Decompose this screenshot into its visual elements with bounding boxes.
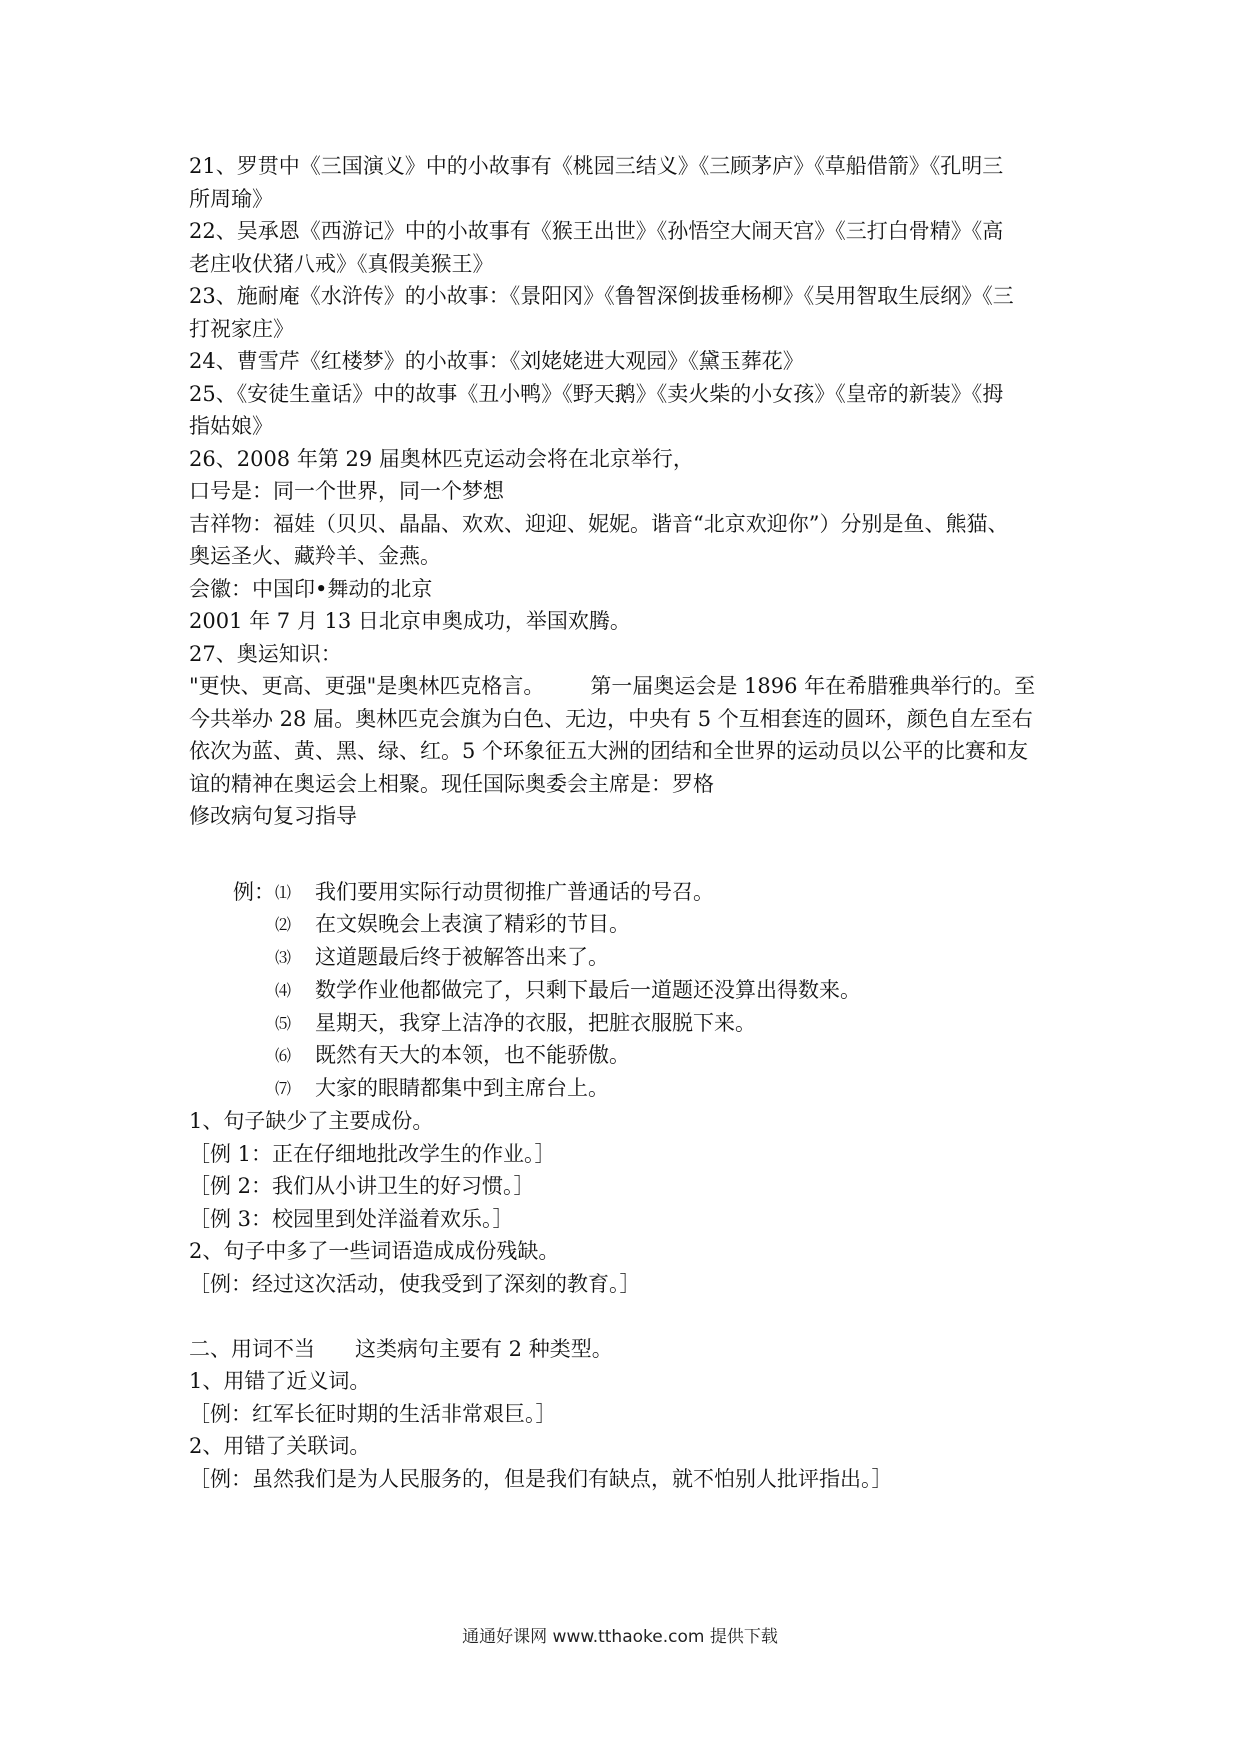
example-number: ⑴ — [275, 882, 292, 902]
item-25-line-1: 25、《安徒生童话》中的故事《丑小鸭》《野天鹅》《卖火柴的小女孩》《皇帝的新装》《拇 — [189, 381, 1004, 406]
section-1-example-2: ［例 2：我们从小讲卫生的好习惯。］ — [189, 1174, 535, 1199]
part-2-section-1-example: ［例：红军长征时期的生活非常艰巨。］ — [189, 1401, 557, 1426]
example-text: 大家的眼睛都集中到主席台上。 — [315, 1076, 609, 1101]
item-21-line-2: 所周瑜》 — [189, 186, 273, 211]
part-2-section-1-title: 1、用错了近义词。 — [189, 1369, 371, 1394]
example-prefix: 例： — [233, 879, 275, 904]
example-number: ⑵ — [275, 915, 292, 935]
item-21-line-1: 21、罗贯中《三国演义》中的小故事有《桃园三结义》《三顾茅庐》《草船借箭》《孔明三 — [189, 154, 1004, 178]
example-item — [233, 876, 1069, 909]
part-2-section-2-title: 2、用错了关联词。 — [189, 1434, 371, 1459]
olympic-motto: "更快、更高、更强"是奥林匹克格言。 — [189, 674, 545, 698]
item-26-mascot-line-1: 吉祥物：福娃（贝贝、晶晶、欢欢、迎迎、妮妮。谐音“北京欢迎你”）分别是鱼、熊猫、 — [189, 511, 1009, 536]
item-27-line-1 — [189, 670, 1069, 703]
example-text: 星期天，我穿上洁净的衣服，把脏衣服脱下来。 — [315, 1010, 756, 1035]
item-23-line-1: 23、施耐庵《水浒传》的小故事：《景阳冈》《鲁智深倒拔垂杨柳》《吴用智取生辰纲》《三 — [189, 284, 1014, 308]
example-text: 既然有天大的本领，也不能骄傲。 — [315, 1043, 630, 1068]
page-footer: 通通好课网 www.tthaoke.com 提供下载 — [462, 1627, 778, 1647]
example-item — [233, 1072, 1069, 1105]
example-number: ⑺ — [275, 1079, 292, 1099]
item-23-line-2: 打祝家庄》 — [189, 316, 294, 341]
example-number: ⑸ — [275, 1013, 292, 1033]
example-list — [233, 876, 1069, 1106]
example-text: 这道题最后终于被解答出来了。 — [315, 945, 609, 970]
example-number: ⑷ — [275, 980, 292, 1000]
item-26-line-1: 26、2008 年第 29 届奥林匹克运动会将在北京举行， — [189, 446, 694, 471]
example-item — [233, 974, 1069, 1007]
section-2-title: 2、句子中多了一些词语造成成份残缺。 — [189, 1239, 560, 1264]
item-27-line-2: 今共举办 28 届。奥林匹克会旗为白色、无边，中央有 5 个互相套连的圆环，颜色自左至右 — [189, 706, 1033, 731]
item-26-emblem: 会徽：中国印•舞动的北京 — [189, 576, 433, 601]
item-26-slogan: 口号是：同一个世界，同一个梦想 — [189, 479, 504, 503]
example-item — [233, 1007, 1069, 1040]
first-olympics-text: 第一届奥运会是 1896 年在希腊雅典举行的。至 — [590, 674, 1036, 698]
item-24-line-1: 24、曹雪芹《红楼梦》的小故事：《刘姥姥进大观园》《黛玉葬花》 — [189, 349, 804, 373]
example-text: 在文娱晚会上表演了精彩的节目。 — [315, 912, 630, 937]
item-26-mascot-line-2: 奥运圣火、藏羚羊、金燕。 — [189, 544, 441, 568]
part-2-heading — [189, 1333, 1069, 1366]
example-number: ⑶ — [275, 948, 292, 968]
guide-title: 修改病句复习指导 — [189, 804, 357, 828]
item-27-line-4: 谊的精神在奥运会上相聚。现任国际奥委会主席是：罗格 — [189, 771, 714, 796]
document-body — [189, 150, 1069, 1495]
part-2-subtitle: 这类病句主要有 2 种类型。 — [355, 1336, 613, 1361]
example-text: 我们要用实际行动贯彻推广普通话的号召。 — [315, 879, 714, 904]
item-25-line-2: 指姑娘》 — [189, 414, 273, 438]
section-1-title: 1、句子缺少了主要成份。 — [189, 1109, 434, 1134]
example-text: 数学作业他都做完了，只剩下最后一道题还没算出得数来。 — [315, 977, 861, 1002]
part-2-title: 二、用词不当 — [189, 1336, 315, 1361]
example-item — [233, 941, 1069, 974]
section-1-example-1: ［例 1：正在仔细地批改学生的作业。］ — [189, 1141, 556, 1166]
example-item — [233, 908, 1069, 941]
item-26-bid-success: 2001 年 7 月 13 日北京申奥成功，举国欢腾。 — [189, 609, 631, 633]
item-27-title: 27、奥运知识： — [189, 641, 342, 666]
section-1-example-3: ［例 3：校园里到处洋溢着欢乐。］ — [189, 1206, 514, 1231]
example-number: ⑹ — [275, 1046, 292, 1066]
item-22-line-1: 22、吴承恩《西游记》中的小故事有《猴王出世》《孙悟空大闹天宫》《三打白骨精》《高 — [189, 219, 1004, 243]
item-22-line-2: 老庄收伏猪八戒》《真假美猴王》 — [189, 251, 494, 276]
item-27-line-3: 依次为蓝、黄、黑、绿、红。5 个环象征五大洲的团结和全世界的运动员以公平的比赛和友 — [189, 739, 1029, 763]
section-2-example: ［例：经过这次活动，使我受到了深刻的教育。］ — [189, 1271, 641, 1296]
part-2-section-2-example: ［例：虽然我们是为人民服务的，但是我们有缺点，就不怕别人批评指出。］ — [189, 1466, 893, 1491]
example-item — [233, 1039, 1069, 1072]
